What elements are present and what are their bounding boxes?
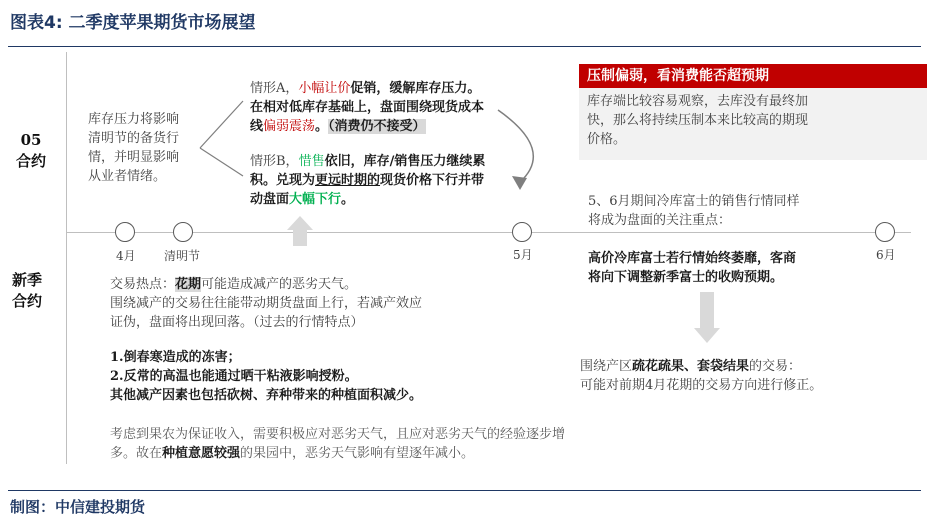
origin-trade-note	[580, 357, 822, 395]
flowering-period-badge: 花期	[175, 277, 202, 292]
text-run: 积。兑现为	[250, 173, 316, 188]
timeline-label-may: 5月	[513, 248, 533, 262]
scenario-a-line-2: 在相对低库存基础上，盘面围绕现货成本	[250, 100, 485, 115]
text-run: 多。故在	[110, 446, 163, 461]
scenario-b-block	[250, 152, 485, 209]
conclusion-line: 高价冷库富士若行情始终萎靡，客商	[588, 251, 797, 266]
factor-item: 2.反常的高温也能通过晒干粘液影响授粉。	[110, 369, 358, 384]
highlight-weak-oscillation: 偏弱震荡	[263, 119, 316, 134]
text-run: 。	[315, 119, 329, 134]
inventory-pressure-note	[88, 110, 179, 186]
consumption-note-badge: （消费仍不接受）	[328, 119, 426, 134]
text-run: 线	[250, 119, 264, 134]
highlight-sharp-decline: 大幅下行	[289, 192, 342, 207]
hotspot-line-1	[110, 275, 422, 294]
text-run: 可能造成减产的恶劣天气。	[201, 277, 358, 292]
highlight-reluctant-sale: 惜售	[298, 154, 325, 169]
text-run: 情形A，	[250, 81, 299, 96]
text-run: 依旧，库存/销售压力继续累	[324, 154, 486, 169]
text-run: 。	[341, 192, 355, 207]
timeline-label-apr: 4月	[116, 249, 136, 263]
outlook-line-2	[110, 444, 565, 463]
text-run: 情形B，	[250, 154, 299, 169]
timeline-label-qingming: 清明节	[164, 249, 201, 263]
figure-title: 图表4: 二季度苹果期货市场展望	[10, 13, 256, 33]
callout-body	[579, 88, 927, 160]
strong-planting-will: 种植意愿较强	[162, 446, 241, 461]
up-arrow-block	[287, 216, 313, 246]
row-label-line: 合约	[16, 152, 47, 170]
note-line: 库存压力将影响	[88, 112, 180, 127]
origin-trade-line-1	[580, 357, 822, 376]
may-june-note	[588, 192, 800, 230]
scenario-a-line-3	[250, 117, 484, 136]
trading-hotspot-block	[110, 275, 422, 332]
callout-line: 快，那么将持续压制本来比较高的期现	[587, 113, 809, 128]
branch-line-a	[200, 101, 243, 148]
timeline-label-jun: 6月	[876, 248, 896, 262]
highlight-small-price-cut: 小幅让价	[298, 81, 351, 96]
text-run: 的交易：	[749, 359, 802, 374]
row-label-line: 05	[20, 131, 42, 149]
conclusion-line: 将向下调整新季富士的收购预期。	[588, 270, 784, 285]
text-run: 动盘面	[250, 192, 290, 207]
note-line: 将成为盘面的关注重点：	[588, 213, 732, 228]
hotspot-line-2: 围绕减产的交易往往能带动期货盘面上行，若减产效应	[110, 296, 423, 311]
scenario-b-line-3	[250, 190, 485, 209]
underlined-later-period: 更远时期的	[315, 173, 381, 188]
note-line: 5、6月期间冷库富士的销售行情同样	[588, 194, 800, 209]
origin-trade-line-2: 可能对前期4月花期的交易方向进行修正。	[580, 378, 823, 393]
weather-outlook-note	[110, 425, 565, 463]
note-line: 从业者情绪。	[88, 169, 167, 184]
scenario-a-block	[250, 79, 484, 136]
scenario-b-line-1	[250, 152, 485, 171]
factor-item: 1.倒春寒造成的冻害；	[110, 350, 241, 365]
callout-header: 压制偏弱，看消费能否超预期	[579, 64, 927, 88]
row-label-line: 合约	[12, 292, 43, 310]
hotspot-line-3: 证伪，盘面将出现回落。（过去的行情特点）	[110, 315, 364, 330]
text-run: 促销，缓解库存压力。	[350, 81, 481, 96]
bottom-divider	[8, 490, 921, 491]
note-line: 情，并明显影响	[88, 150, 180, 165]
row-label-line: 新季	[12, 271, 43, 289]
text-run: 现货价格下行并带	[380, 173, 485, 188]
curved-arrow-head	[512, 176, 527, 190]
callout-line: 价格。	[587, 132, 627, 147]
scenario-b-line-2	[250, 171, 485, 190]
callout-line: 库存端比较容易观察，去库没有最终加	[587, 94, 809, 109]
scenario-a-line-1	[250, 79, 484, 98]
curved-arrow-line	[498, 110, 533, 182]
cold-storage-fuji-conclusion	[588, 249, 796, 287]
thinning-bagging-highlight: 疏花疏果、套袋结果	[632, 359, 750, 374]
source-footer: 制图：中信建投期货	[10, 498, 146, 516]
text-run: 的果园中，恶劣天气影响有望逐年减小。	[240, 446, 475, 461]
yield-reduction-factors	[110, 348, 422, 405]
text-run: 围绕产区	[580, 359, 633, 374]
branch-line-b	[200, 148, 243, 176]
down-arrow-block	[694, 292, 720, 343]
note-line: 清明节的备货行	[88, 131, 180, 146]
factor-item: 其他减产因素也包括砍树、弃种带来的种植面积减少。	[110, 388, 423, 403]
outlook-line-1: 考虑到果农为保证收入，需要积极应对恶劣天气，且应对恶劣天气的经验逐步增	[110, 427, 566, 442]
text-run: 交易热点：	[110, 277, 176, 292]
